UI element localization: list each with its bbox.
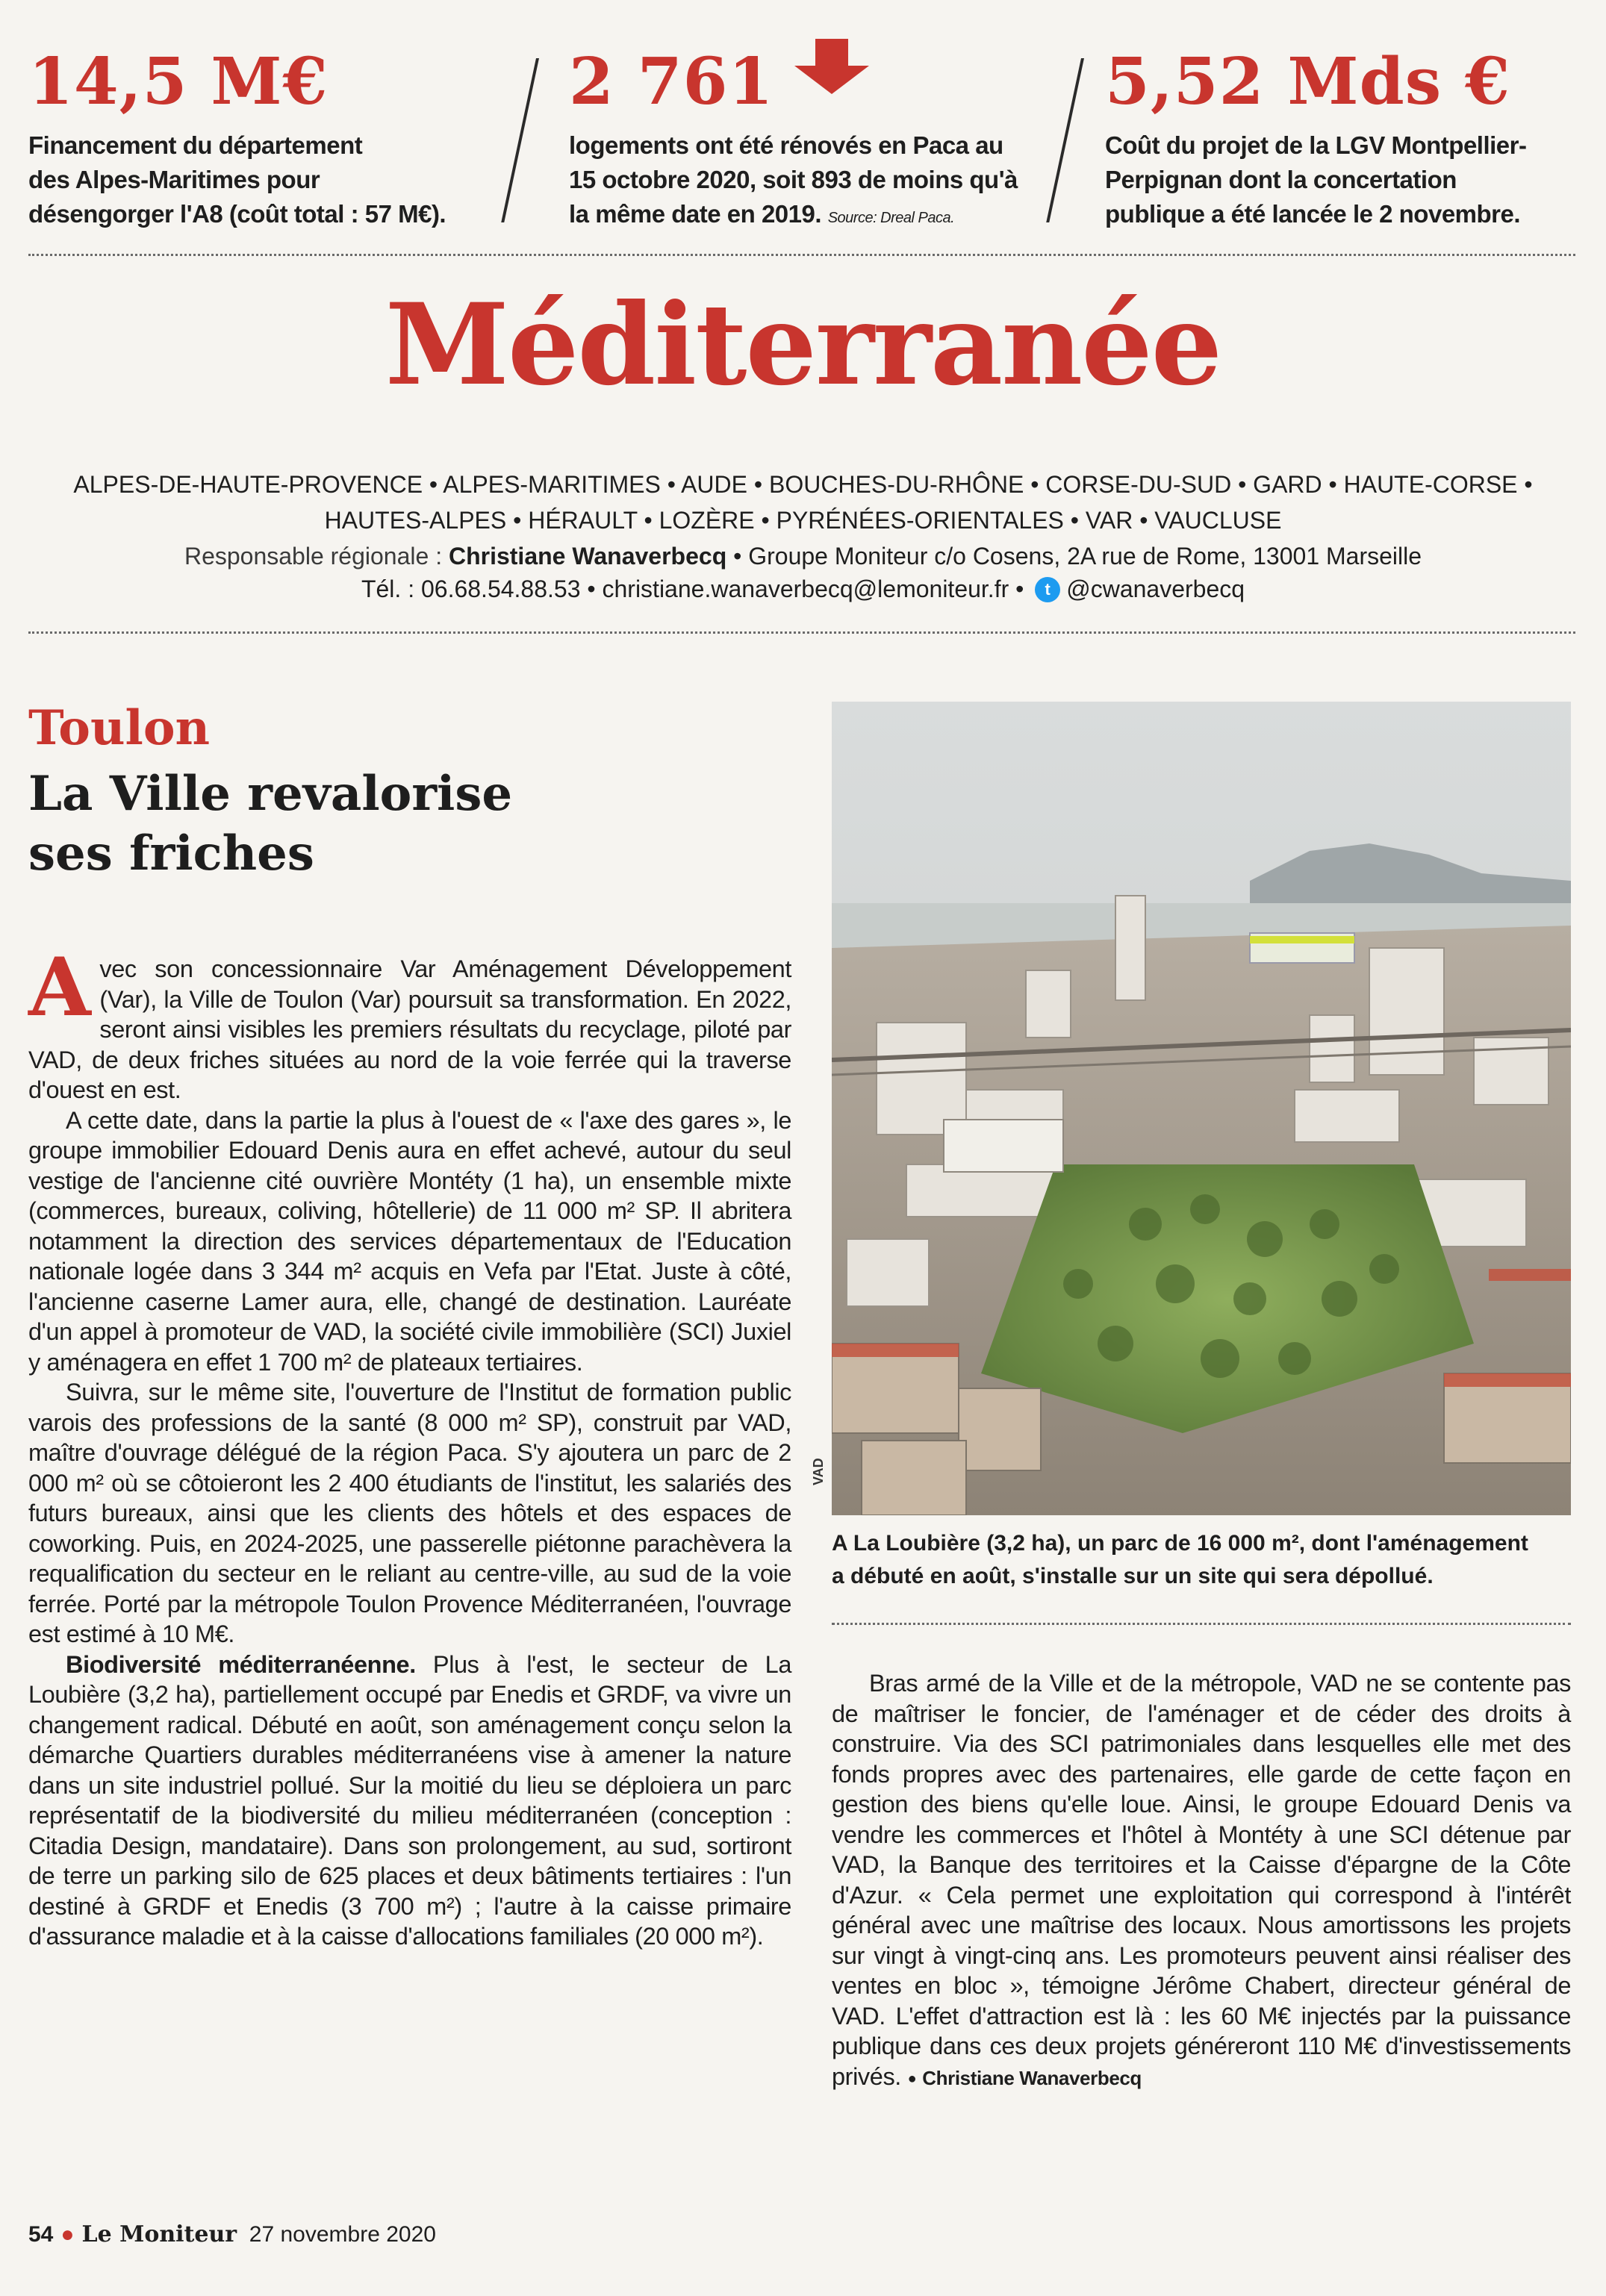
section-title: Méditerranée [385,279,1221,411]
twitter-icon: t [1035,577,1060,602]
contact-info: Tél. : 06.68.54.88.53 • christiane.wanaverbecq@lemoniteur.fr • [361,575,1031,602]
stat-value [569,46,1062,118]
arrow-down-icon [794,66,869,94]
stat-line [569,197,1062,235]
caption-line: a débuté en août, s'installe sur un site qui sera dépollué. [832,1564,1434,1588]
dotted-divider [28,631,1575,634]
twitter-handle[interactable]: @cwanaverbecq [1066,575,1245,602]
stat-line: Perpignan dont la concertation [1105,166,1457,193]
headline-line: La Ville revalorise [28,766,513,822]
stat-lgv-cost [1105,46,1583,231]
dotted-divider [28,254,1575,256]
author-signature: ● Christiane Wanaverbecq [908,2067,1142,2089]
drop-cap: A [28,940,91,1035]
photo-credit: VAD [811,1458,826,1485]
photo-caption [832,1527,1571,1593]
stat-number: 2 761 [569,44,774,119]
article-headline [28,764,775,884]
responsible-label: Responsable régionale : [184,543,449,570]
article-kicker: Toulon [28,700,211,756]
dotted-divider [832,1623,1571,1625]
stat-value: 5,52 Mds € [1105,44,1510,119]
stat-line: Coût du projet de la LGV Montpellier- [1105,131,1527,159]
stat-description [28,128,506,231]
paragraph [28,940,791,1105]
stat-line: désengorger l'A8 (coût total : 57 M€). [28,200,446,228]
responsible-address: • Groupe Moniteur c/o Cosens, 2A rue de Rome, 13001 Marseille [726,543,1422,570]
magazine-name: Le Moniteur [81,2221,237,2247]
contact-line [0,573,1606,605]
stat-line: Financement du département [28,131,363,159]
paragraph [28,1650,791,1952]
stat-line: publique a été lancée le 2 novembre. [1105,200,1521,228]
paragraph: A cette date, dans la partie la plus à l'ouest de « l'axe des gares », le groupe immobilier Edouard Denis aura en effet achevé, autour du seul vestige de l'ancienne cité ouvrière Montéty (1 ha), un ensemble mixte (commerces, bureaux, coliving, hôtellerie) de 11 000 m² SP. Il abritera notamment la direction des services départementaux de l'Education nationale logée dans 3 344 m² acquis en Vefa par l'Etat. Juste à côté, l'ancienne caserne Lamer aura, elle, changé de destination. Lauréate d'un appel à promoteur de VAD, la société civile immobilière (SCI) Juxiel y aménagera en effet 1 700 m² de plateaux tertiaires. [28,1106,791,1376]
stat-financing [28,46,506,231]
stat-divider [501,58,539,222]
caption-line: A La Loubière (3,2 ha), un parc de 16 000 m², dont l'aménagement [832,1531,1528,1556]
stat-line: des Alpes-Maritimes pour [28,166,320,193]
departments-line: ALPES-DE-HAUTE-PROVENCE • ALPES-MARITIMES • AUDE • BOUCHES-DU-RHÔNE • CORSE-DU-SUD • GARD • HAUTE-CORSE • [73,471,1533,498]
stat-renovations [569,46,1062,235]
stat-line: logements ont été rénovés en Paca au [569,131,1003,159]
page-number: 54 [28,2222,54,2247]
responsible-name: Christiane Wanaverbecq [448,543,727,570]
headline-line: ses friches [28,826,314,882]
bullet-icon: ● [60,2222,75,2247]
paragraph [832,1668,1571,2094]
article-body-right [832,1668,1571,2094]
page-footer [28,2221,436,2247]
paragraph-lead: Biodiversité méditerranéenne. [66,1650,416,1678]
stat-description [1105,128,1583,231]
article-photo [832,702,1571,1515]
responsible-line [0,540,1606,572]
stat-source: Source: Dreal Paca. [827,210,955,226]
paragraph: Suivra, sur le même site, l'ouverture de l'Institut de formation public varois des professions de la santé (8 000 m² SP), construit par VAD, maître d'ouvrage délégué de la région Paca. S'y ajoutera un parc de 2 000 m² où se côtoieront les 2 400 étudiants de l'institut, les salariés des futurs bureaux, ainsi que les clients des hôtels et des espaces de coworking. Puis, en 2024-2025, une passerelle piétonne parachèvera la requalification du secteur en le reliant au centre-ville, au sud de la voie ferrée. Porté par la métropole Toulon Provence Méditerranéen, l'ouvrage est estimé à 10 M€. [28,1379,791,1647]
stat-description [569,128,1062,235]
article-body-left [28,940,791,1952]
stat-line-text: la même date en 2019. [569,200,822,228]
issue-date: 27 novembre 2020 [249,2222,436,2247]
paragraph-text: Plus à l'est, le secteur de La Loubière (3,2 ha), partiellement occupé par Enedis et GRDF, va vivre un changement radical. Débuté en août, son aménagement conçu selon la démarche Quartiers durables méditerranéens vise à amener la nature dans un site industriel pollué. Sur la moitié du lieu se déploiera un parc représentatif de la biodiversité du milieu méditerranéen (conception : Citadia Design, mandataire). Dans son prolongement, au sud, sortiront de terre un parking silo de 625 places et deux bâtiments tertiaires : l'un destiné à GRDF et Enedis (3 700 m²) ; l'autre à la caisse primaire d'assurance maladie et à la caisse d'allocations familiales (20 000 m²). [28,1650,791,1950]
paragraph-text: Bras armé de la Ville et de la métropole, VAD ne se contente pas de maîtriser le foncier, de l'aménager et de céder des droits à construire. Via des SCI patrimoniales dans lesquelles elle met des fonds propres avec des partenaires, elle garde de cette façon en gestion des biens qu'elle loue. Ainsi, le groupe Edouard Denis va vendre les commerces et l'hôtel à Montéty à une SCI détenue par VAD, la Banque des territoires et la Caisse d'épargne de la Côte d'Azur. « Cela permet une exploitation qui correspond à l'intérêt général avec une maîtrise des locaux. Nous amortissons les projets sur vingt à vingt-cinq ans. Les promoteurs peuvent ainsi réaliser des ventes en bloc », témoigne Jérôme Chabert, directeur général de VAD. L'effet d'attraction est là : les 60 M€ injectés par la puissance publique dans ces deux projets généreront 110 M€ d'investissements privés. [832,1670,1571,2090]
stat-value: 14,5 M€ [28,44,329,119]
paragraph-text: vec son concessionnaire Var Aménagement Développement (Var), la Ville de Toulon (Var) poursuit sa transformation. En 2022, seront ainsi visibles les premiers résultats du recyclage, piloté par VAD, de deux friches situées au nord de la voie ferrée qui la traverse d'ouest en est. [28,955,791,1103]
stat-line: 15 octobre 2020, soit 893 de moins qu'à [569,166,1018,193]
departments-line: HAUTES-ALPES • HÉRAULT • LOZÈRE • PYRÉNÉES-ORIENTALES • VAR • VAUCLUSE [324,507,1282,534]
